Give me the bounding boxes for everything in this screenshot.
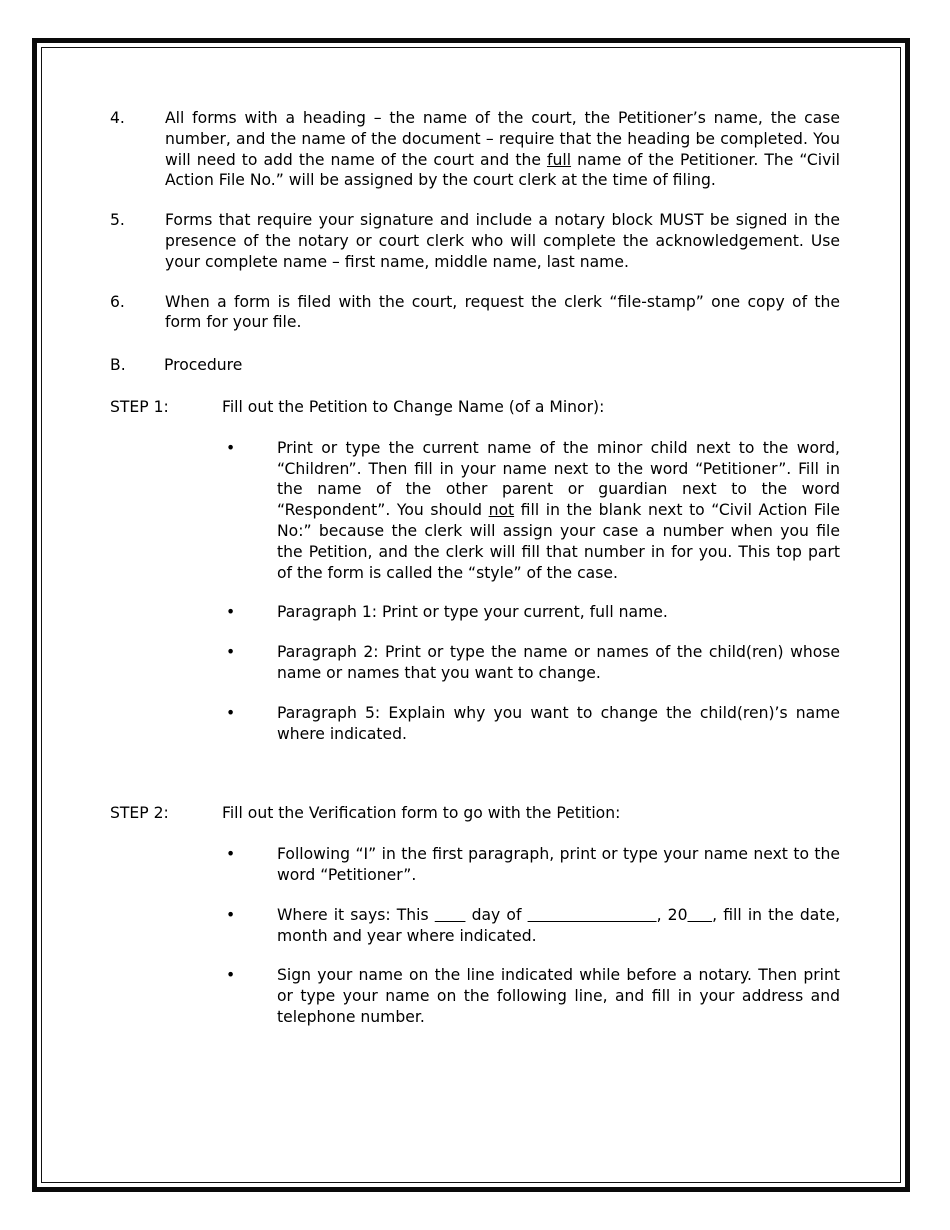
section-b-procedure — [110, 355, 840, 376]
fill-in-blank — [435, 906, 466, 924]
numbered-item-5 — [110, 210, 840, 272]
fill-in-blank — [528, 906, 657, 924]
bullet-marker: • — [226, 603, 236, 622]
section-spacer — [110, 763, 840, 803]
step2-bullet-sign-name-text: Sign your name on the line indicated while before a notary. Then print or type your name on the following line, and fill in your address and telephone number. — [277, 966, 840, 1026]
item-number: 6. — [110, 292, 125, 311]
step1-bullet-style-of-case-text — [277, 438, 840, 584]
bullet-marker: • — [226, 643, 236, 662]
step-label: STEP 1: — [110, 397, 169, 416]
step2-bullet-following-i — [110, 844, 840, 886]
step2-bullet-sign-name — [110, 965, 840, 1027]
text-run: All forms with a heading – the name of the court, the Petitioner’s name, the case number, and the name of the document – require that the heading be completed. You will need to add the name of the court and the — [165, 109, 840, 169]
section-b-procedure-text: Procedure — [164, 356, 243, 375]
numbered-item-6-text: When a form is filed with the court, request the clerk “file-stamp” one copy of the form for your file. — [165, 292, 840, 332]
text-run: , fill in the date, month and year where indicated. — [277, 905, 841, 945]
step1-bullet-paragraph-2 — [110, 642, 840, 684]
step2-bullet-date-blanks-text — [277, 905, 840, 947]
numbered-item-6 — [110, 292, 840, 334]
step1-bullet-paragraph-5-text: Paragraph 5: Explain why you want to change the child(ren)’s name where indicated. — [277, 703, 840, 743]
numbered-item-5-text: Forms that require your signature and include a notary block MUST be signed in the presence of the notary or court clerk who will complete the acknowledgement. Use your complete name – first name, middle name, last name. — [165, 211, 840, 271]
bullet-marker: • — [226, 905, 236, 924]
bullet-marker: • — [226, 845, 236, 864]
underlined-emphasis: not — [488, 501, 515, 520]
item-number: 5. — [110, 211, 125, 230]
bullet-marker: • — [226, 703, 236, 722]
step-2-text: Fill out the Verification form to go with the Petition: — [222, 804, 621, 823]
step1-bullet-paragraph-1-text: Paragraph 1: Print or type your current, full name. — [277, 603, 668, 622]
step1-bullet-paragraph-2-text: Paragraph 2: Print or type the name or names of the child(ren) whose name or names that you want to change. — [277, 643, 840, 682]
bullet-marker: • — [226, 966, 236, 985]
text-run: , 20 — [656, 905, 688, 924]
document-body — [110, 108, 840, 1047]
step1-bullet-paragraph-1 — [110, 602, 840, 623]
step2-bullet-date-blanks — [110, 905, 840, 947]
fill-in-blank — [688, 906, 713, 924]
text-run: day of — [465, 905, 528, 924]
step-label: STEP 2: — [110, 804, 169, 823]
step-1 — [110, 397, 840, 418]
text-run: Where it says: This — [277, 905, 435, 924]
underlined-emphasis: full — [546, 150, 572, 169]
step1-bullet-paragraph-5 — [110, 703, 840, 745]
step-2 — [110, 803, 840, 824]
item-number: B. — [110, 356, 126, 375]
item-number: 4. — [110, 109, 125, 127]
bullet-marker: • — [226, 438, 236, 457]
step-1-text: Fill out the Petition to Change Name (of a Minor): — [222, 397, 605, 416]
numbered-item-4-text — [165, 108, 840, 191]
step1-bullet-style-of-case — [110, 438, 840, 584]
numbered-item-4 — [110, 108, 840, 191]
step2-bullet-following-i-text: Following “I” in the first paragraph, print or type your name next to the word “Petitioner”. — [277, 845, 840, 884]
text-run: name of the Petitioner. The “Civil Action File No.” will be assigned by the court clerk at the time of filing. — [165, 150, 841, 190]
text-run: fill in the blank next to “Civil Action File No:” because the clerk will assign your case a number when you file the Petition, and the clerk will fill that number in for you. This top part of the form is called the “style” of the case. — [277, 501, 841, 582]
text-run: Print or type the current name of the minor child next to the word, “Children”. Then fill in your name next to the word “Petitioner”. Fill in the name of the other parent or guardian next to the word “Respondent”. You should — [277, 438, 840, 520]
